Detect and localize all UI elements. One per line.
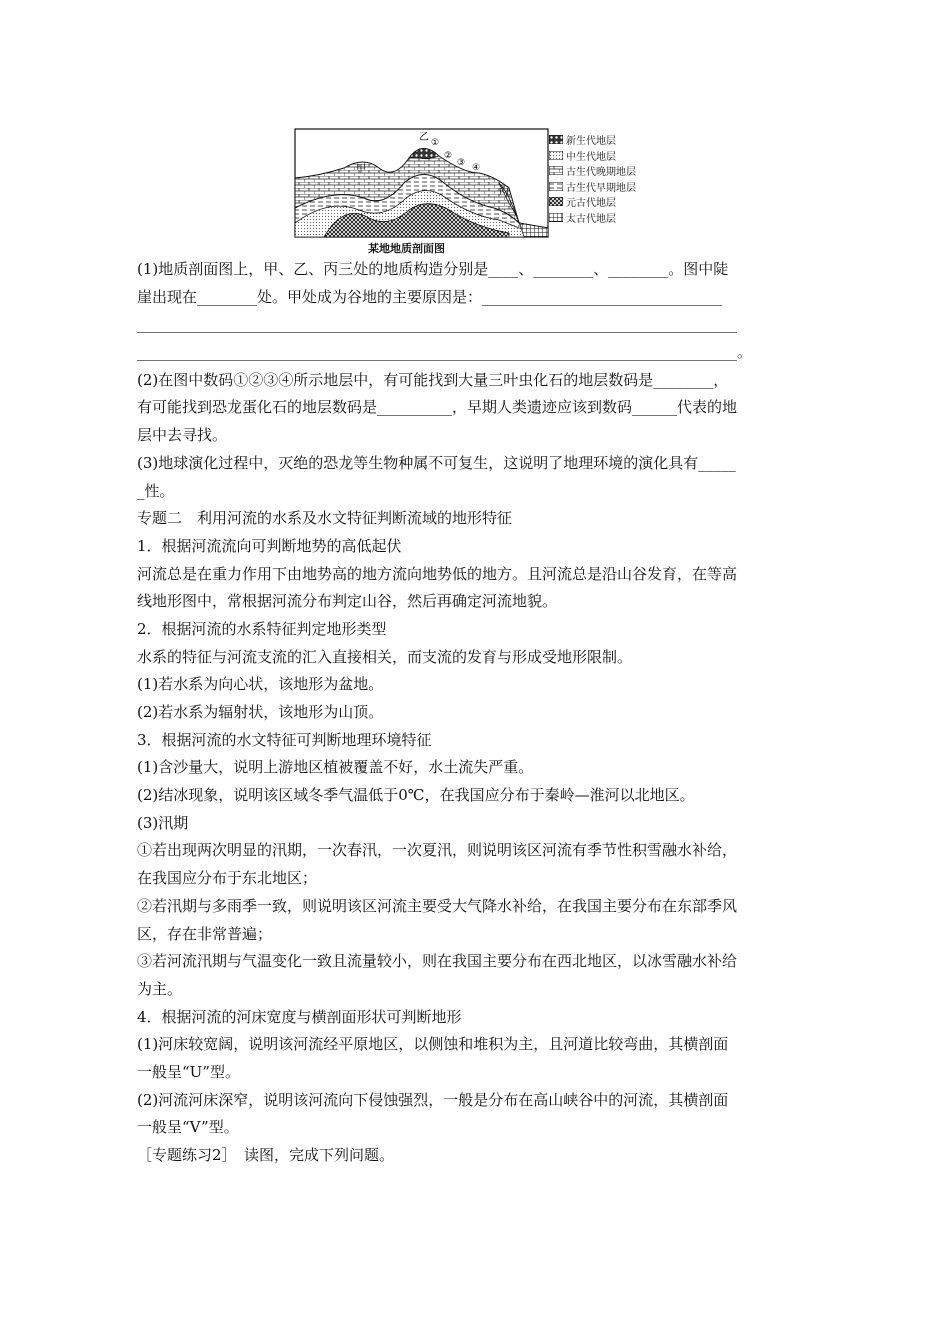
early-paleozoic-swatch-icon bbox=[549, 182, 563, 191]
text-line: 专题二 利用河流的水系及水文特征判断流域的地形特征 bbox=[137, 509, 513, 528]
legend-item: 新生代地层 bbox=[549, 132, 664, 148]
text-line: ［专题练习2］ 读图，完成下列问题。 bbox=[137, 1146, 395, 1164]
text-line: 在我国应分布于东北地区； bbox=[137, 869, 318, 888]
legend-item: 元古代地层 bbox=[549, 194, 664, 210]
text-line: ②若汛期与多雨季一致，则说明该区河流主要受大气降水补给，在我国主要分布在东部季风 bbox=[137, 896, 738, 915]
text-line: (3)汛期 bbox=[137, 813, 189, 832]
text-line: 有可能找到恐龙蛋化石的地层数码是__________，早期人类遗迹应该到数码______代表的地 bbox=[137, 398, 738, 417]
geologic-section-figure bbox=[294, 128, 664, 256]
archean-swatch-icon bbox=[549, 213, 563, 222]
text-line: 一般呈“U”型。 bbox=[137, 1062, 240, 1081]
text-line: (2)若水系为辐射状，该地形为山顶。 bbox=[137, 703, 384, 721]
text-line: (2)河流河床深窄，说明该河流向下侵蚀强烈，一般是分布在高山峡谷中的河流，其横剖面 bbox=[137, 1090, 729, 1109]
figure-caption: 某地地质剖面图 bbox=[368, 242, 445, 255]
text-line: (1)地质剖面图上，甲、乙、丙三处的地质构造分别是____、________、________。图中陡 bbox=[137, 260, 729, 278]
text-line: _性。 bbox=[137, 481, 175, 500]
label-1: ① bbox=[431, 138, 440, 148]
text-line: 区，存在非常普遍； bbox=[137, 924, 273, 943]
cenozoic-swatch-icon bbox=[549, 135, 563, 144]
text-line: ________________________________________________________________________________ bbox=[137, 315, 737, 334]
label-2: ② bbox=[444, 151, 453, 161]
label-yi: 乙 bbox=[419, 132, 429, 143]
text-line: (1)河床较宽阔，说明该河流经平原地区，以侧蚀和堆积为主，且河道比较弯曲，其横剖面 bbox=[137, 1035, 729, 1054]
text-line: 崖出现在________处。甲处成为谷地的主要原因是：________________________________ bbox=[137, 287, 723, 306]
legend bbox=[549, 132, 664, 225]
label-4: ④ bbox=[472, 163, 481, 173]
late-paleozoic-swatch-icon bbox=[549, 166, 563, 175]
text-line: 4．根据河流的河床宽度与横剖面形状可判断地形 bbox=[137, 1007, 462, 1026]
text-line: 线地形图中，常根据河流分布判定山谷，然后再确定河流地貌。 bbox=[137, 592, 558, 611]
legend-item: 古生代早期地层 bbox=[549, 179, 664, 195]
legend-item: 中生代地层 bbox=[549, 148, 664, 164]
label-bing: 丙 bbox=[499, 186, 509, 197]
cross-section-diagram bbox=[294, 128, 549, 238]
text-line: 层中去寻找。 bbox=[137, 426, 228, 445]
text-line: (2)在图中数码①②③④所示地层中，有可能找到大量三叶虫化石的地层数码是________， bbox=[137, 370, 729, 389]
text-line: 水系的特征与河流支流的汇入直接相关，而支流的发育与形成受地形限制。 bbox=[137, 647, 633, 666]
legend-item: 古生代晚期地层 bbox=[549, 163, 664, 179]
proterozoic-swatch-icon bbox=[549, 197, 563, 206]
body-text bbox=[137, 256, 817, 1170]
text-line: 河流总是在重力作用下由地势高的地方流向地势低的地方。且河流总是沿山谷发育，在等高 bbox=[137, 564, 738, 583]
text-line: (2)结冰现象，说明该区域冬季气温低于0℃，在我国应分布于秦岭—淮河以北地区。 bbox=[137, 786, 695, 805]
text-line: (1)若水系为向心状，该地形为盆地。 bbox=[137, 675, 384, 694]
text-line: ________________________________________________________________________________。 bbox=[137, 343, 753, 362]
text-line: (1)含沙量大，说明上游地区植被覆盖不好，水土流失严重。 bbox=[137, 758, 534, 777]
text-line: ①若出现两次明显的汛期，一次春汛，一次夏汛，则说明该区河流有季节性积雪融水补给， bbox=[137, 841, 738, 860]
legend-item: 太古代地层 bbox=[549, 210, 664, 226]
text-line: 3．根据河流的水文特征可判断地理环境特征 bbox=[137, 730, 432, 749]
text-line: ③若河流汛期与气温变化一致且流量较小，则在我国主要分布在西北地区，以冰雪融水补给 bbox=[137, 952, 738, 971]
label-jia: 甲 bbox=[356, 164, 366, 175]
text-line: 2．根据河流的水系特征判定地形类型 bbox=[137, 619, 387, 638]
text-line: 为主。 bbox=[137, 979, 183, 998]
text-line: 1．根据河流流向可判断地势的高低起伏 bbox=[137, 536, 402, 555]
label-3: ③ bbox=[457, 158, 466, 168]
mesozoic-swatch-icon bbox=[549, 151, 563, 160]
text-line: 一般呈“V”型。 bbox=[137, 1118, 239, 1137]
text-line: (3)地球演化过程中，灭绝的恐龙等生物种属不可复生，这说明了地理环境的演化具有_____ bbox=[137, 453, 736, 472]
